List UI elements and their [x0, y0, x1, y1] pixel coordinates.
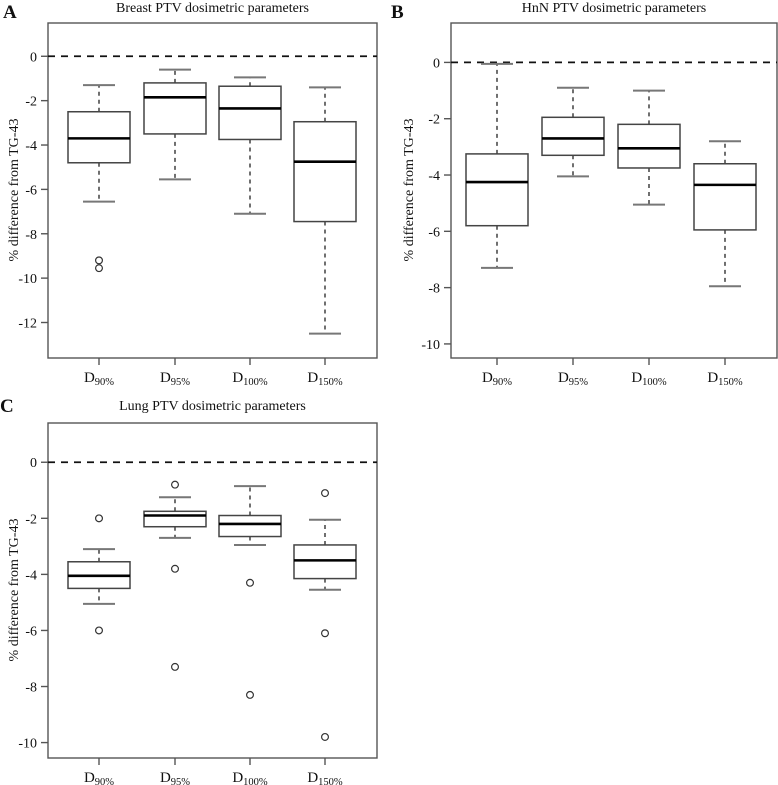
outlier-point: [172, 663, 179, 670]
iqr-box: [219, 516, 281, 537]
x-category-label: $D_{100\%}$: [232, 370, 268, 388]
y-tick-label: -2: [25, 94, 37, 110]
panel-b-y-axis-label: % difference from TG-43: [402, 118, 417, 262]
x-category-label: $D_{95\%}$: [557, 370, 589, 388]
iqr-box: [694, 164, 756, 230]
x-category-label: $D_{90\%}$: [83, 770, 115, 785]
y-tick-label: -6: [25, 183, 37, 199]
outlier-point: [322, 734, 329, 741]
y-tick-label: -6: [428, 225, 440, 241]
box-group-D100%: [219, 77, 281, 388]
x-category-label: $D_{150\%}$: [707, 370, 743, 388]
x-category-label: $D_{150\%}$: [307, 370, 343, 388]
panel-c-letter: C: [0, 396, 14, 417]
iqr-box: [466, 154, 528, 226]
panel-c-y-axis-label: % difference from TG-43: [7, 518, 22, 662]
y-tick-label: -8: [25, 680, 37, 696]
y-tick-label: -8: [25, 227, 37, 243]
iqr-box: [294, 545, 356, 579]
y-tick-label: 0: [30, 50, 37, 66]
box-group-D90%: [466, 64, 528, 388]
iqr-box: [618, 124, 680, 168]
outlier-point: [96, 515, 103, 522]
y-tick-label: -4: [428, 169, 440, 185]
outlier-point: [172, 565, 179, 572]
panel-c-title: Lung PTV dosimetric parameters: [119, 399, 306, 414]
box-group-D90%: [68, 515, 130, 785]
x-category-label: $D_{90\%}$: [481, 370, 513, 388]
x-category-label: $D_{100\%}$: [232, 770, 268, 785]
panel-a-letter: A: [3, 2, 17, 23]
outlier-point: [322, 630, 329, 637]
y-tick-label: -2: [428, 112, 440, 128]
box-group-D100%: [219, 486, 281, 785]
y-tick-label: -10: [18, 736, 37, 752]
box-group-D90%: [68, 85, 130, 388]
outlier-point: [96, 257, 103, 264]
iqr-box: [219, 86, 281, 139]
iqr-box: [294, 122, 356, 222]
x-category-label: $D_{95\%}$: [159, 770, 191, 785]
y-tick-label: -4: [25, 568, 37, 584]
box-group-D150%: [294, 490, 356, 785]
iqr-box: [144, 511, 206, 526]
x-category-label: $D_{100\%}$: [631, 370, 667, 388]
iqr-box: [542, 117, 604, 155]
y-tick-label: -4: [25, 139, 37, 155]
panel-a-title: Breast PTV dosimetric parameters: [116, 1, 309, 16]
box-group-D95%: [542, 88, 604, 388]
outlier-point: [322, 490, 329, 497]
x-category-label: $D_{90\%}$: [83, 370, 115, 388]
box-group-D150%: [294, 87, 356, 388]
panel-a: [18, 23, 377, 388]
outlier-point: [96, 627, 103, 634]
panel-b-title: HnN PTV dosimetric parameters: [521, 1, 707, 16]
outlier-point: [247, 692, 254, 699]
y-tick-label: -2: [25, 512, 37, 528]
y-tick-label: -10: [421, 337, 440, 353]
y-tick-label: 0: [433, 56, 440, 72]
panel-c: [18, 423, 377, 785]
box-group-D95%: [144, 70, 206, 388]
outlier-point: [172, 481, 179, 488]
iqr-box: [144, 83, 206, 134]
panel-b-letter: B: [391, 2, 404, 23]
y-tick-label: -6: [25, 624, 37, 640]
y-tick-label: -8: [428, 281, 440, 297]
y-tick-label: 0: [30, 456, 37, 472]
box-group-D150%: [694, 141, 756, 388]
outlier-point: [247, 579, 254, 586]
x-category-label: $D_{150\%}$: [307, 770, 343, 785]
panel-a-y-axis-label: % difference from TG-43: [7, 118, 22, 262]
outlier-point: [96, 265, 103, 272]
x-category-label: $D_{95\%}$: [159, 370, 191, 388]
y-tick-label: -12: [18, 316, 37, 332]
box-group-D95%: [144, 481, 206, 785]
y-tick-label: -10: [18, 272, 37, 288]
panel-b: [421, 23, 777, 388]
box-group-D100%: [618, 91, 680, 388]
